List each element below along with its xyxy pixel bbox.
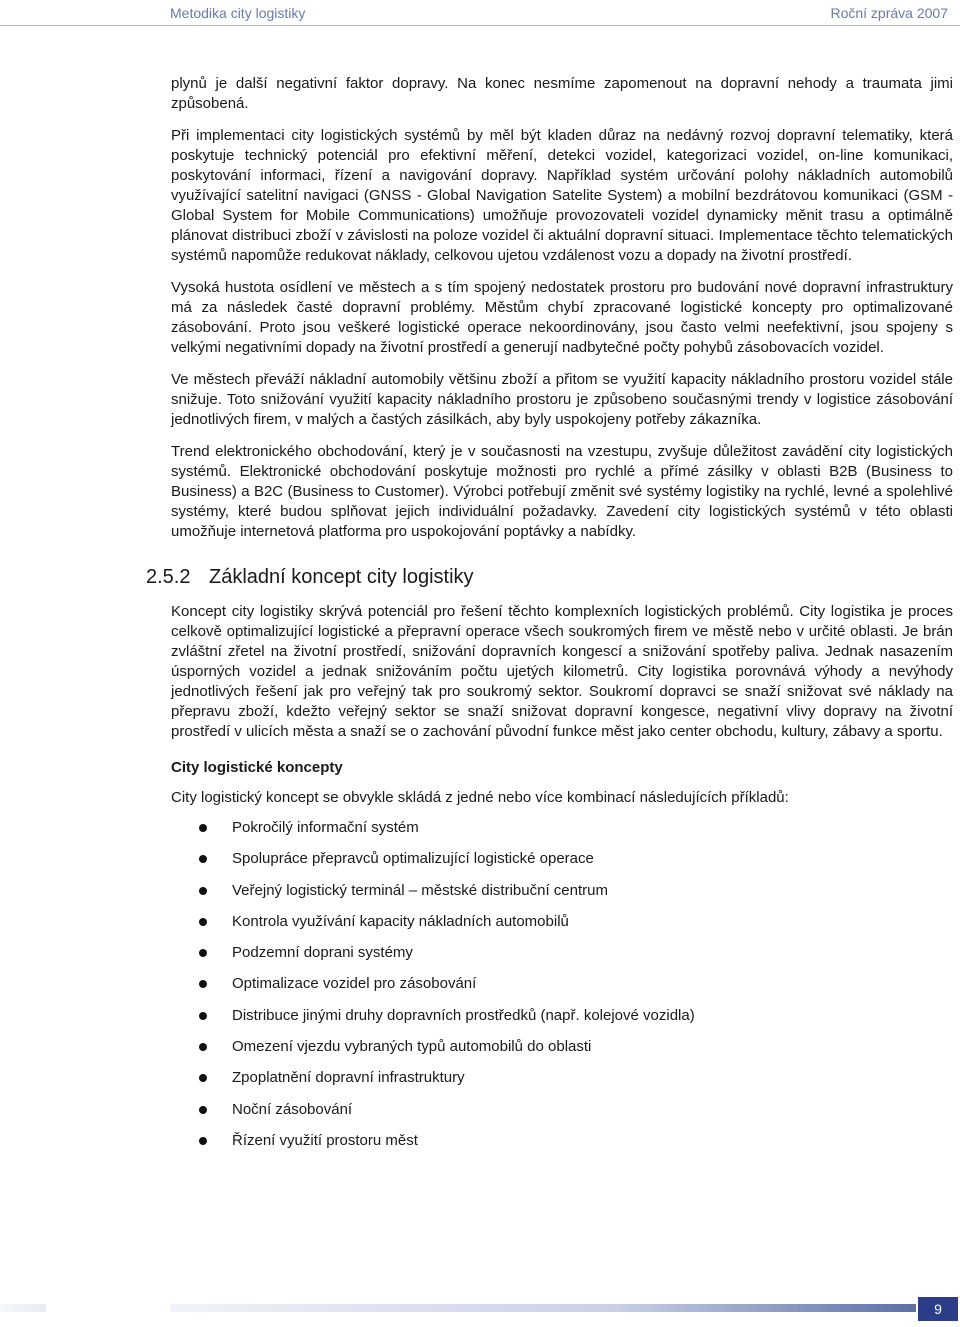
document-body xyxy=(146,74,953,1162)
section-title: Základní koncept city logistiky xyxy=(209,566,474,588)
list-item: Spolupráce přepravců optimalizující logistické operace xyxy=(171,849,953,880)
paragraph: Trend elektronického obchodování, který je v současnosti na vzestupu, zvyšuje důležitost zavádění city logistických systémů. Elektronické obchodování poskytuje možnosti pro rychlé a přímé zásilky v oblasti B2B (Business to Business) a B2C (Business to Customer). Výrobci potřebují změnit své systémy logistiky na rychlé, levné a spolehlivé systémy, které budou splňovat jejich individuální požadavky. Zavedení city logistických systémů v této oblasti umožňuje internetová platforma pro uspokojování poptávky a nabídky. xyxy=(171,443,953,540)
list-intro: City logistický koncept se obvykle skládá z jedné nebo více kombinací následujících příkladů: xyxy=(171,789,789,806)
footer-band xyxy=(171,1304,916,1312)
list-item: Optimalizace vozidel pro zásobování xyxy=(171,974,953,1005)
list-item: Distribuce jinými druhy dopravních prostředků (např. kolejové vozidla) xyxy=(171,1006,953,1037)
section-number: 2.5.2 xyxy=(146,566,191,588)
list-item: Zpoplatnění dopravní infrastruktury xyxy=(171,1068,953,1099)
paragraph: Ve městech převáží nákladní automobily většinu zboží a přitom se využití kapacity nákladního prostoru vozidel stále snižuje. Toto snižování využití kapacity nákladního prostoru je způsobeno současnými trendy v logistice zásobování jednotlivých firem, v malých a častých zásilkách, aby byly uspokojeny potřeby zákazníka. xyxy=(171,371,953,428)
list-item: Noční zásobování xyxy=(171,1100,953,1131)
bullet-list xyxy=(171,818,953,1162)
section-paragraph: Koncept city logistiky skrývá potenciál pro řešení těchto komplexních logistických problémů. City logistika je proces celkově optimalizující logistické a přepravní operace všech soukromých firem ve městě nebo v určité oblasti. Je brán zvláštní zřetel na životní prostředí, snižování dopravních kongescí a snižování spotřeby paliva. Jednak nasazením úsporných vozidel a jednak snižováním počtu ujetých kilometrů. City logistika porovnává výhody a nevýhody jednotlivých řešení jak pro veřejný tak pro soukromý sektor. Soukromí dopravci se snaží snižovat své náklady na přepravu zboží, kdežto veřejný sektor se snaží snižovat dopravní kongesce, negativní vlivy dopravy na životní prostředí v ulicích města a snaží se o zachování původní funkce měst jako center obchodu, kultury, zábavy a sportu. xyxy=(171,603,953,740)
header-title: Metodika city logistiky xyxy=(170,4,306,21)
paragraph: plynů je další negativní faktor dopravy. Na konec nesmíme zapomenout na dopravní nehody a traumata jimi způsobená. xyxy=(171,75,953,112)
header-report-label: Roční zpráva 2007 xyxy=(830,4,948,21)
paragraph: Při implementaci city logistických systémů by měl být kladen důraz na nedávný rozvoj dopravní telematiky, která poskytuje technický potenciál pro efektivní měření, detekci vozidel, kategorizaci vozidel, on-line komunikaci, poskytování informaci, řízení a navigování dopravy. Například systém určování polohy nákladních automobilů využívající satelitní navigaci (GNSS - Global Navigation Satelite System) a mobilní bezdrátovou komunikaci (GSM - Global System for Mobile Communications) umožňuje provozovateli vozidel dynamicky měnit trasu a optimálně plánovat distribuci zboží v závislosti na poloze vozidel či aktuální dopravní situaci. Implementace těchto telematických systémů napomůže redukovat náklady, celkovou ujetou vzdálenost vozu a dopady na životní prostředí. xyxy=(171,127,953,264)
list-item: Pokročilý informační systém xyxy=(171,818,953,849)
list-item: Podzemní doprani systémy xyxy=(171,943,953,974)
page-number: 9 xyxy=(918,1297,958,1321)
list-item: Kontrola využívání kapacity nákladních automobilů xyxy=(171,912,953,943)
section-heading xyxy=(146,564,953,590)
list-item: Řízení využití prostoru měst xyxy=(171,1131,953,1162)
page-header xyxy=(0,0,960,26)
subheading: City logistické koncepty xyxy=(171,759,343,776)
paragraph: Vysoká hustota osídlení ve městech a s tím spojený nedostatek prostoru pro budování nové dopravní infrastruktury má za následek časté dopravní problémy. Městům chybí zpracované logistické koncepty pro optimalizované zásobování. Proto jsou veškeré logistické operace nekoordinovány, jsou často velmi neefektivní, jsou spojeny s velkými negativními dopady na životní prostředí a generují nadbytečné počty pohybů zásobovacích vozidel. xyxy=(171,279,953,356)
list-item: Veřejný logistický terminál – městské distribuční centrum xyxy=(171,881,953,912)
list-item: Omezení vjezdu vybraných typů automobilů do oblasti xyxy=(171,1037,953,1068)
footer-band-left xyxy=(0,1304,46,1312)
